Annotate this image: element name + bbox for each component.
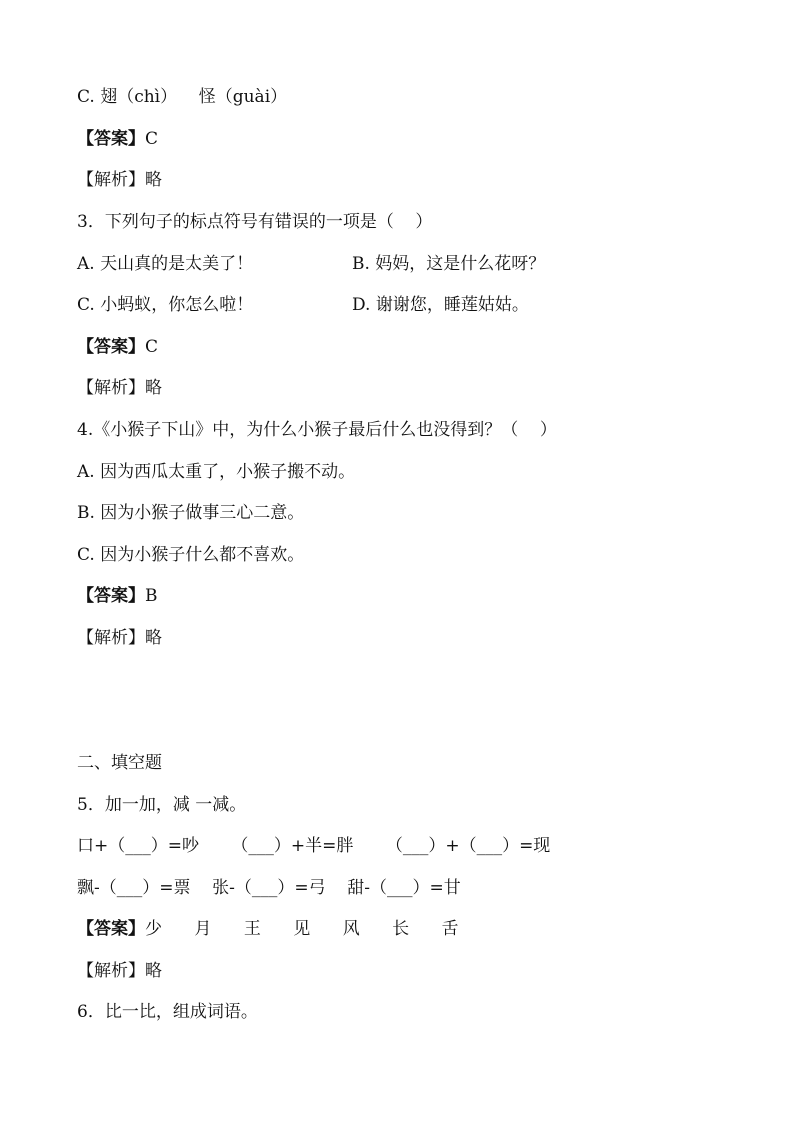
section-2-heading: 二、填空题 [77,753,162,773]
question-4-option-a: A. 因为西瓜太重了，小猴子搬不动。 [77,462,356,482]
analysis-label: 【解析】 [77,961,145,981]
answer-4 [77,586,158,606]
analysis-prev [77,170,162,190]
analysis-3 [77,378,162,398]
question-3-option-d: D. 谢谢您，睡莲姑姑。 [352,295,529,315]
analysis-text: 略 [145,961,162,981]
answer-prev [77,129,158,149]
analysis-5 [77,961,162,981]
question-5-title: 5．加一加，减 一减。 [77,795,247,815]
answer-5 [77,919,459,939]
analysis-label: 【解析】 [77,170,145,190]
answer-label: 【答案】 [77,919,145,939]
analysis-label: 【解析】 [77,628,145,648]
question-6-title: 6．比一比，组成词语。 [77,1002,258,1022]
analysis-text: 略 [145,378,162,398]
answer-value: C [145,337,159,357]
question-4-title: 4.《小猴子下山》中，为什么小猴子最后什么也没得到？（ ） [77,420,557,440]
question-4-option-b: B. 因为小猴子做事三心二意。 [77,503,305,523]
question-3-option-c: C. 小蚂蚁，你怎么啦！ [77,295,254,315]
answer-label: 【答案】 [77,337,145,357]
answer-value: B [145,586,158,606]
option-c-prev: C. 翅（chì） 怪（guài） [77,87,288,107]
answer-value: C [145,129,159,149]
answer-label: 【答案】 [77,129,145,149]
question-3-option-b: B. 妈妈，这是什么花呀？ [352,254,546,274]
question-5-row-2: 飘-（___）=票 张-（___）=弓 甜-（___）=甘 [77,878,461,898]
answer-value: 少 月 王 见 风 长 舌 [145,919,459,939]
question-4-option-c: C. 因为小猴子什么都不喜欢。 [77,545,305,565]
analysis-label: 【解析】 [77,378,145,398]
question-3-title: 3．下列句子的标点符号有错误的一项是（ ） [77,212,433,232]
analysis-text: 略 [145,628,162,648]
question-3-option-a: A. 天山真的是太美了！ [77,254,254,274]
answer-3 [77,337,158,357]
answer-label: 【答案】 [77,586,145,606]
question-5-row-1: 口+（___）=吵 （___）+半=胖 （___）+（___）=现 [77,836,551,856]
analysis-text: 略 [145,170,162,190]
analysis-4 [77,628,162,648]
